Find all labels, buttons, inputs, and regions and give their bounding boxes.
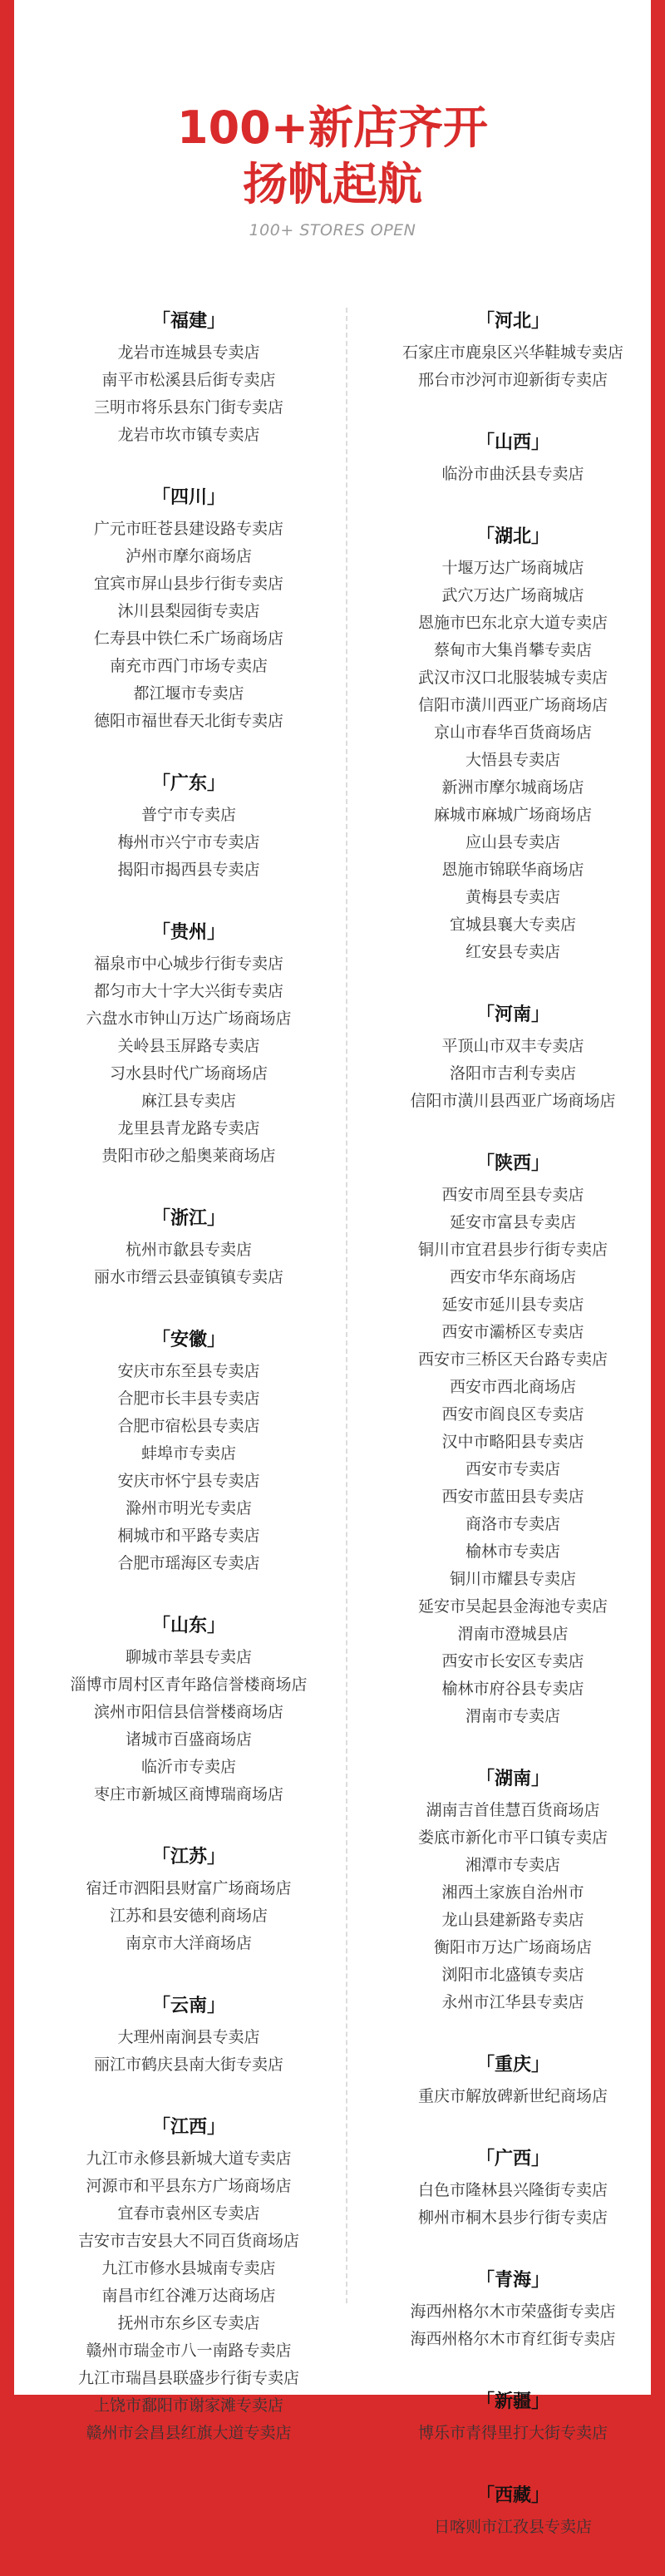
province-heading: 「湖南」 [475,1769,549,1789]
province-block [359,308,665,394]
store-item: 安庆市怀宁县专卖店 [117,1472,260,1490]
store-item: 广元市旺苍县建设路专卖店 [93,520,283,538]
province-heading: 「河北」 [475,311,549,332]
store-item: 关岭县玉屏路专卖店 [117,1037,260,1055]
store-item: 安庆市东至县专卖店 [117,1362,260,1380]
store-item: 恩施市锦联华商场店 [441,861,584,879]
store-item: 汉中市略阳县专卖店 [441,1433,584,1451]
store-item: 日喀则市江孜县专卖店 [433,2518,592,2536]
store-item: 西安市三桥区天台路专卖店 [417,1350,608,1369]
store-item: 麻城市麻城广场商场店 [433,806,592,824]
province-block [359,2267,665,2353]
store-item: 九江市修水县城南专卖店 [101,2259,276,2277]
store-item: 江苏和县安德利商场店 [109,1907,268,1925]
store-item: 西安市长安区专卖店 [441,1652,584,1670]
province-heading: 「福建」 [151,311,225,332]
store-item: 揭阳市揭西县专卖店 [117,861,260,879]
store-item: 仁寿县中铁仁禾广场商场店 [93,629,283,648]
store-item: 石家庄市鹿泉区兴华鞋城专卖店 [401,343,623,362]
store-item: 南充市西门市场专卖店 [109,657,268,675]
province-block [359,2388,665,2447]
store-item: 赣州市会昌县红旗大道专卖店 [86,2424,292,2442]
store-item: 洛阳市吉利专卖店 [449,1064,576,1083]
store-item: 商洛市专卖店 [465,1515,560,1533]
store-item: 都匀市大十字大兴街专卖店 [93,982,283,1000]
store-item: 龙岩市坎市镇专卖店 [117,426,260,444]
province-heading: 「江西」 [151,2117,225,2138]
store-item: 娄底市新化市平口镇专卖店 [417,1828,608,1847]
store-item: 龙岩市连城县专卖店 [117,343,260,362]
store-item: 诸城市百盛商场店 [125,1730,252,1749]
province-block [35,1205,342,1291]
store-item: 西安市灞桥区专卖店 [441,1323,584,1341]
store-item: 抚州市东乡区专卖店 [117,2314,260,2332]
province-block [359,429,665,488]
store-item: 黄梅县专卖店 [465,888,560,906]
store-item: 京山市春华百货商场店 [433,723,592,742]
province-block [35,1992,342,2079]
province-heading: 「新疆」 [475,2391,549,2412]
store-item: 泸州市摩尔商场店 [125,547,252,565]
store-item: 桐城市和平路专卖店 [117,1527,260,1545]
store-item: 西安市蓝田县专卖店 [441,1488,584,1506]
store-item: 麻江县专卖店 [140,1092,236,1110]
store-item: 西安市周至县专卖店 [441,1186,584,1204]
store-item: 榆林市府谷县专卖店 [441,1680,584,1698]
store-item: 延安市吴起县金海池专卖店 [417,1597,608,1616]
province-block [35,2114,342,2447]
right-province-column [359,308,665,2576]
store-item: 西安市阎良区专卖店 [441,1405,584,1424]
page-title-line2: 扬帆起航 [243,158,422,210]
province-heading: 「浙江」 [151,1208,225,1229]
store-item: 南昌市红谷滩万达商场店 [101,2287,276,2305]
province-block [359,2482,665,2541]
store-item: 合肥市宿松县专卖店 [117,1417,260,1435]
store-item: 都江堰市专卖店 [133,684,244,703]
store-item: 信阳市潢川西亚广场商场店 [417,696,608,714]
store-item: 习水县时代广场商场店 [109,1064,268,1083]
store-item: 柳州市桐木县步行街专卖店 [417,2208,608,2227]
store-item: 三明市将乐县东门街专卖店 [93,398,283,417]
province-heading: 「云南」 [151,1996,225,2016]
store-item: 恩施市巴东北京大道专卖店 [417,614,608,632]
store-item: 平顶山市双丰专卖店 [441,1037,584,1055]
province-block [359,2145,665,2232]
province-heading: 「四川」 [151,487,225,508]
store-item: 邢台市沙河市迎新街专卖店 [417,371,608,389]
province-block [35,1843,342,1957]
store-item: 新洲市摩尔城商场店 [441,778,584,797]
store-item: 浏阳市北盛镇专卖店 [441,1966,584,1984]
province-heading: 「山东」 [151,1616,225,1636]
store-item: 宜宾市屏山县步行街专卖店 [93,575,283,593]
store-item: 滁州市明光专卖店 [125,1499,252,1517]
store-item: 榆林市专卖店 [465,1542,560,1561]
store-item: 蚌埠市专卖店 [140,1444,236,1463]
store-item: 宜城县襄大专卖店 [449,915,576,934]
store-item: 福泉市中心城步行街专卖店 [93,955,283,973]
store-item: 西安市华东商场店 [449,1268,576,1286]
store-item: 南京市大洋商场店 [125,1934,252,1952]
store-item: 普宁市专卖店 [140,806,236,824]
store-item: 湖南吉首佳慧百货商场店 [426,1801,600,1819]
store-item: 河源市和平县东方广场商场店 [86,2177,292,2195]
store-item: 淄博市周村区青年路信誉楼商场店 [70,1675,308,1694]
store-item: 红安县专卖店 [465,943,560,961]
store-item: 德阳市福世春天北街专卖店 [93,712,283,730]
store-item: 赣州市瑞金市八一南路专卖店 [86,2342,292,2360]
province-heading: 「江苏」 [151,1847,225,1868]
store-item: 枣庄市新城区商博瑞商场店 [93,1785,283,1804]
province-block [35,1612,342,1809]
province-block [359,1765,665,2016]
store-item: 西安市西北商场店 [449,1378,576,1396]
store-item: 博乐市青得里打大街专卖店 [417,2424,608,2442]
province-block [35,1326,342,1577]
store-item: 铜川市宜君县步行街专卖店 [417,1241,608,1259]
store-item: 丽水市缙云县壶镇镇专卖店 [93,1268,283,1286]
store-item: 上饶市鄱阳市谢家滩专卖店 [93,2396,283,2415]
store-item: 梅州市兴宁市专卖店 [117,833,260,851]
province-heading: 「河南」 [475,1004,549,1025]
province-heading: 「广东」 [151,773,225,794]
column-divider [346,308,347,2303]
province-heading: 「安徽」 [151,1330,225,1350]
left-province-column [35,308,342,2482]
store-item: 白色市隆林县兴隆街专卖店 [417,2181,608,2199]
province-heading: 「西藏」 [475,2485,549,2506]
store-item: 吉安市吉安县大不同百货商场店 [77,2232,299,2250]
province-heading: 「湖北」 [475,526,549,547]
store-item: 杭州市歙县专卖店 [125,1241,252,1259]
store-item: 大悟县专卖店 [465,751,560,769]
store-item: 武穴万达广场商城店 [441,586,584,605]
store-item: 信阳市潢川县西亚广场商场店 [410,1092,616,1110]
store-item: 延安市延川县专卖店 [441,1295,584,1314]
store-item: 衡阳市万达广场商场店 [433,1938,592,1957]
store-item: 滨州市阳信县信誉楼商场店 [93,1703,283,1721]
store-item: 九江市瑞昌县联盛步行街专卖店 [77,2369,299,2387]
store-item: 海西州格尔木市荣盛街专卖店 [410,2302,616,2321]
content-card [14,0,651,2536]
store-item: 六盘水市钟山万达广场商场店 [86,1009,292,1028]
province-block [359,1001,665,1115]
province-heading: 「广西」 [475,2149,549,2169]
store-item: 应山县专卖店 [465,833,560,851]
store-item: 九江市永修县新城大道专卖店 [86,2149,292,2168]
store-item: 龙里县青龙路专卖店 [117,1119,260,1137]
province-heading: 「贵州」 [151,922,225,943]
province-heading: 「青海」 [475,2270,549,2291]
province-heading: 「陕西」 [475,1153,549,1174]
store-item: 西安市专卖店 [465,1460,560,1478]
store-item: 蔡甸市大集肖攀专卖店 [433,641,592,659]
store-item: 渭南市澄城县店 [457,1625,569,1643]
store-item: 湘潭市专卖店 [465,1856,560,1874]
province-block [359,2051,665,2110]
store-item: 永州市江华县专卖店 [441,1993,584,2011]
store-item: 宿迁市泗阳县财富广场商场店 [86,1879,292,1897]
store-item: 十堰万达广场商城店 [441,559,584,577]
store-item: 渭南市专卖店 [465,1707,560,1725]
province-block [359,1150,665,1730]
store-item: 临汾市曲沃县专卖店 [441,465,584,483]
store-item: 铜川市耀县专卖店 [449,1570,576,1588]
store-item: 南平市松溪县后街专卖店 [101,371,276,389]
store-item: 临沂市专卖店 [140,1758,236,1776]
province-heading: 「重庆」 [475,2055,549,2075]
store-item: 合肥市瑶海区专卖店 [117,1554,260,1572]
province-block [35,484,342,735]
store-item: 武汉市汉口北服装城专卖店 [417,669,608,687]
store-item: 延安市富县专卖店 [449,1213,576,1231]
store-item: 丽江市鹤庆县南大街专卖店 [93,2055,283,2074]
store-item: 重庆市解放碑新世纪商场店 [417,2087,608,2105]
store-item: 合肥市长丰县专卖店 [117,1389,260,1408]
store-item: 聊城市莘县专卖店 [125,1648,252,1666]
province-block [359,523,665,966]
page-title: 100+新店齐开 [177,101,488,154]
store-item: 宜春市袁州区专卖店 [117,2204,260,2223]
store-item: 大理州南涧县专卖店 [117,2028,260,2046]
store-item: 贵阳市砂之船奥莱商场店 [101,1147,276,1165]
store-item: 湘西土家族自治州市 [441,1883,584,1902]
page-subtitle: 100+ STORES OPEN [249,221,416,239]
province-heading: 「山西」 [475,432,549,453]
province-block [35,770,342,884]
store-item: 海西州格尔木市育红街专卖店 [410,2330,616,2348]
store-item: 龙山县建新路专卖店 [441,1911,584,1929]
store-item: 沐川县梨园街专卖店 [117,602,260,620]
province-block [35,308,342,449]
province-block [35,919,342,1170]
